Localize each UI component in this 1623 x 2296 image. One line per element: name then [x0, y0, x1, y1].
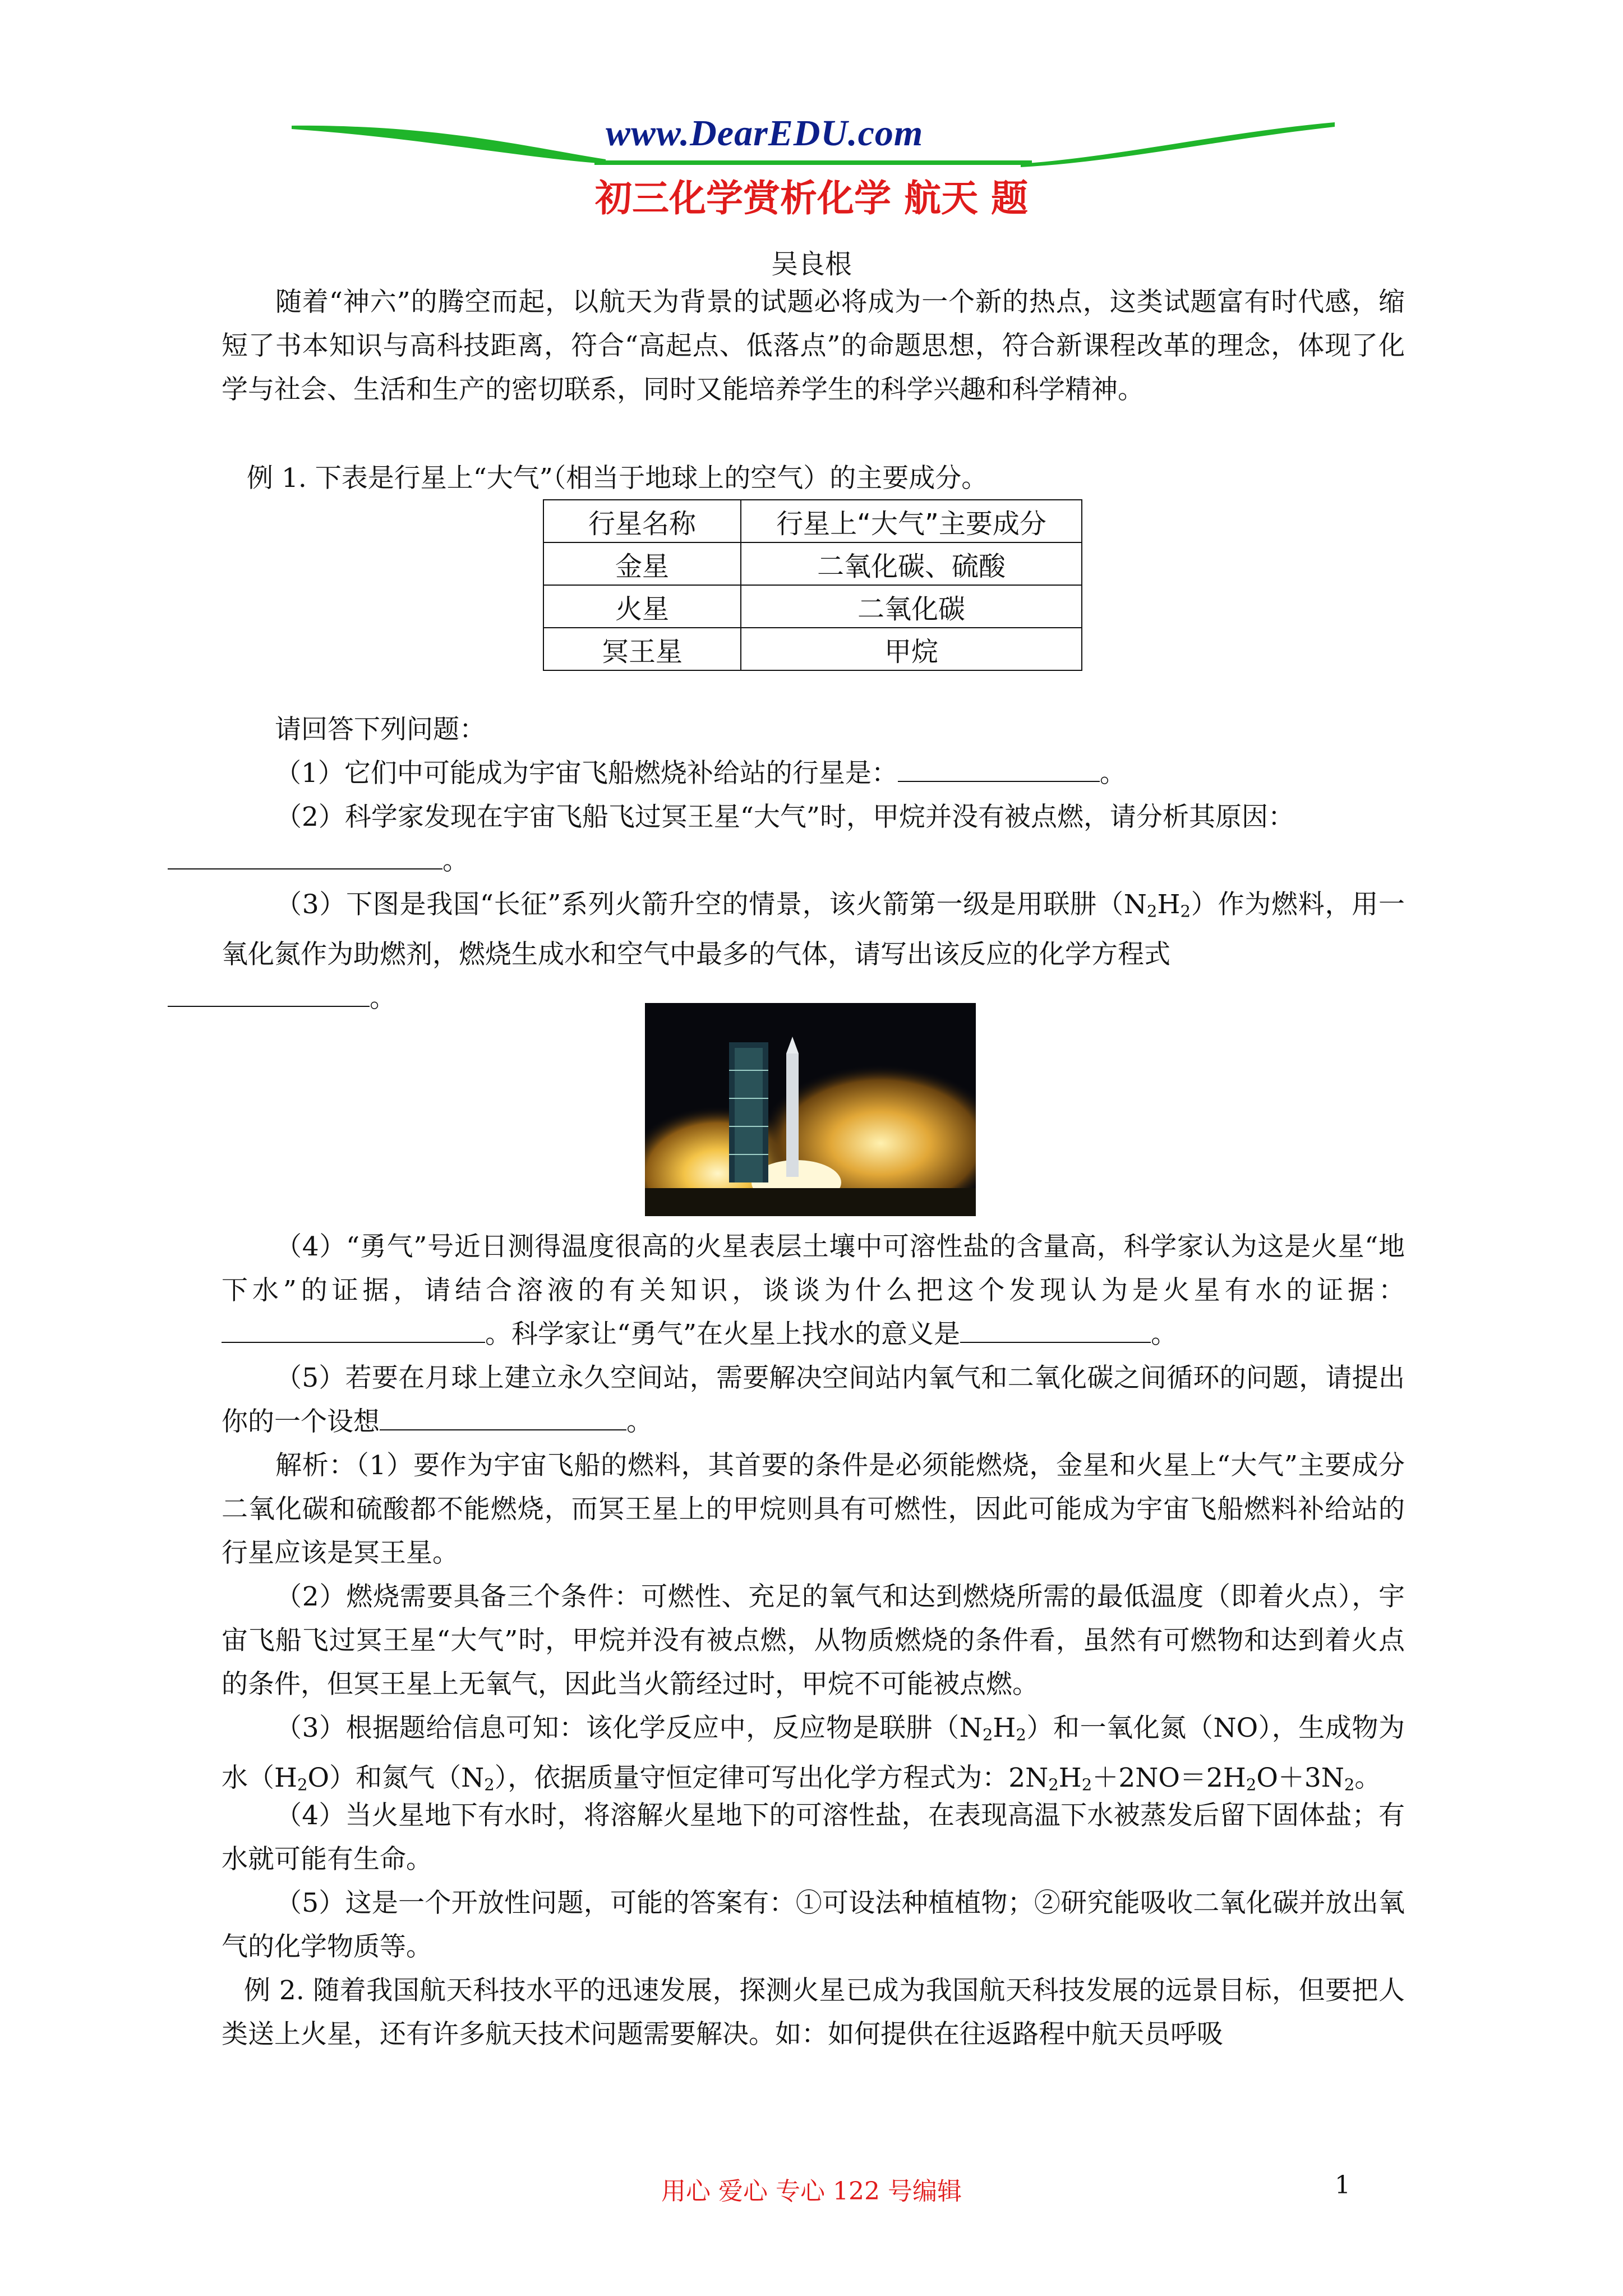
analysis-4: （4）当火星地下有水时，将溶解火星地下的可溶性盐，在表现高温下水被蒸发后留下固体盐；有水就可能有生命。 — [222, 1800, 1405, 1875]
table-row — [543, 542, 1082, 585]
table-cell: 二氧化碳、硫酸 — [741, 542, 1082, 585]
answer-blank[interactable] — [960, 1317, 1151, 1343]
site-logo-text: www.DearEDU.com — [606, 113, 924, 154]
planet-table — [543, 499, 1082, 671]
analysis-2: （2）燃烧需要具备三个条件：可燃性、充足的氧气和达到燃烧所需的最低温度（即着火点），宇宙飞船飞过冥王星“大气”时，甲烷并没有被点燃，从物质燃烧的条件看，虽然有可燃物和达到着火点的条件，但冥王星上无氧气，因此当火箭经过时，甲烷不可能被点燃。 — [222, 1581, 1405, 1700]
analysis-5: （5）这是一个开放性问题，可能的答案有：①可设法种植植物；②研究能吸收二氧化碳并放出氧气的化学物质等。 — [222, 1888, 1405, 1962]
answer-blank[interactable] — [168, 981, 370, 1007]
table-cell: 火星 — [543, 585, 741, 628]
example1-stem: 例 1. 下表是行星上“大气”（相当于地球上的空气）的主要成分。 — [247, 463, 988, 494]
question-5: （5）若要在月球上建立永久空间站，需要解决空间站内氧气和二氧化碳之间循环的问题，请提出你的一个设想 。 — [222, 1363, 1405, 1437]
answer-blank[interactable] — [380, 1405, 626, 1430]
question-1: （1）它们中可能成为宇宙飞船燃烧补给站的行星是： 。 — [275, 752, 1436, 795]
table-row — [543, 585, 1082, 628]
rocket-launch-photo — [645, 1003, 976, 1216]
author: 吴良根 — [771, 249, 852, 280]
analysis-1: 解析：（1）要作为宇宙飞船的燃料，其首要的条件是必须能燃烧，金星和火星上“大气”主要成分二氧化碳和硫酸都不能燃烧，而冥王星上的甲烷则具有可燃性，因此可能成为宇宙飞船燃料补给站的行星应该是冥王星。 — [222, 1450, 1405, 1568]
analysis-3: （3）根据题给信息可知：该化学反应中，反应物是联肼$(N_2H_2)$和一氧化氮（NO），生成物为水$(H_2O)$和氮气$(N_2)$，依据质量守恒定律可写出化学方程式为：$2N_2H_2+2NO=2H_2O+3N_2$。 — [222, 1713, 1405, 1795]
page-title: 初三化学赏析化学 航天 题 — [595, 176, 1028, 220]
question-prompt: 请回答下列问题： — [275, 714, 486, 745]
example2-stem: 例 2. 随着我国航天科技水平的迅速发展，探测火星已成为我国航天科技发展的远景目标，但要把人类送上火星，还有许多航天技术问题需要解决。如：如何提供在往返路程中航天员呼吸 — [222, 1975, 1405, 2050]
answer-blank[interactable] — [168, 844, 442, 869]
answer-blank[interactable] — [222, 1317, 485, 1343]
table-cell: 冥王星 — [543, 628, 741, 670]
table-row — [543, 628, 1082, 670]
intro-paragraph: 随着“神六”的腾空而起，以航天为背景的试题必将成为一个新的热点，这类试题富有时代感，缩短了书本知识与高科技距离，符合“高起点、低落点”的命题思想，符合新课程改革的理念，体现了化学与社会、生活和生产的密切联系，同时又能培养学生的科学兴趣和科学精神。 — [222, 287, 1405, 405]
rocket-launch-image — [645, 1003, 976, 1216]
table-cell: 金星 — [543, 542, 741, 585]
question-3: （3）下图是我国“长征”系列火箭升空的情景，该火箭第一级是用联肼$(N_2H_2)$作为燃料，用一氧化氮作为助燃剂，燃烧生成水和空气中最多的气体，请写出该反应的化学方程式 。 — [222, 883, 1405, 1020]
question-2: （2）科学家发现在宇宙飞船飞过冥王星“大气”时，甲烷并没有被点燃，请分析其原因： 。 — [222, 795, 1405, 883]
table-header-cell: 行星上“大气”主要成分 — [741, 500, 1082, 542]
page-number: 1 — [1335, 2171, 1350, 2200]
table-header-cell: 行星名称 — [543, 500, 741, 542]
answer-blank[interactable] — [898, 756, 1100, 782]
footer-text: 用心 爱心 专心 122 号编辑 — [661, 2177, 962, 2206]
table-header-row — [543, 500, 1082, 542]
table-cell: 甲烷 — [741, 628, 1082, 670]
question-4: （4）“勇气”号近日测得温度很高的火星表层土壤中可溶性盐的含量高，科学家认为这是火星“地下水”的证据，请结合溶液的有关知识，谈谈为什么把这个发现认为是火星有水的证据：。科学家让“勇气”在火星上找水的意义是 。 — [222, 1231, 1405, 1350]
table-cell: 二氧化碳 — [741, 585, 1082, 628]
